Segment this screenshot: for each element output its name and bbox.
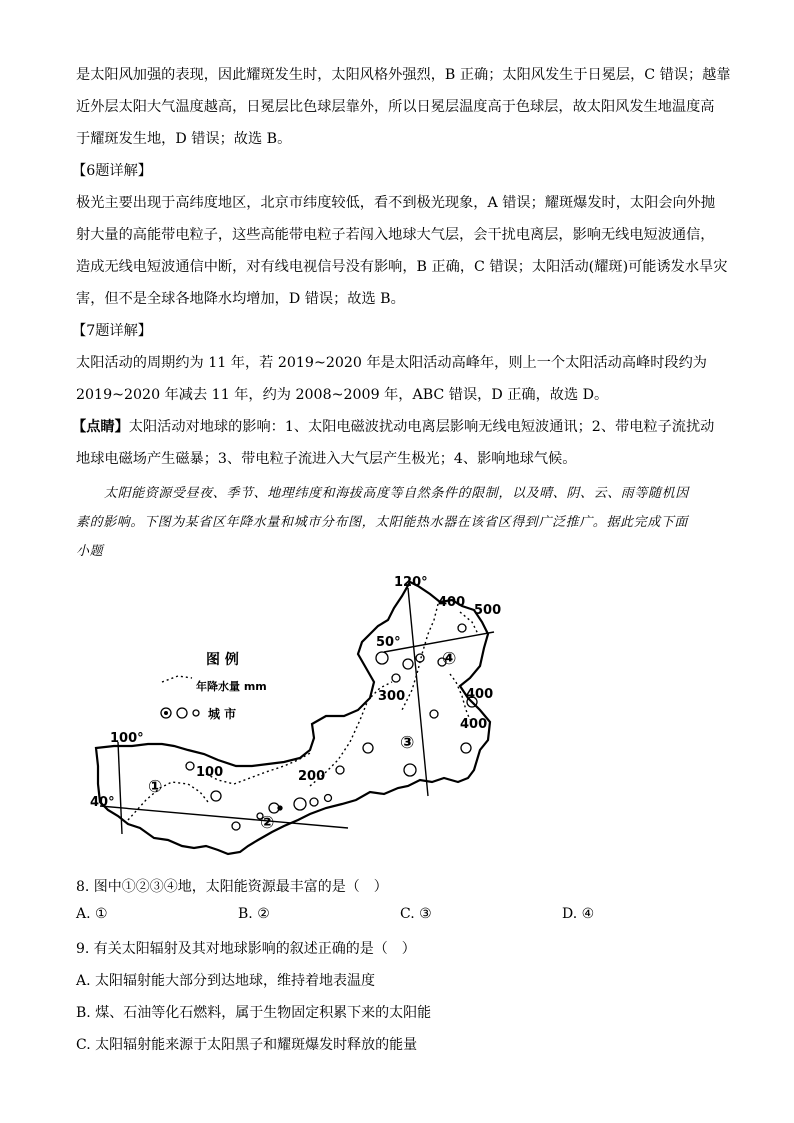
analysis-6-line-2: 射大量的高能带电粒子，这些高能带电粒子若闯入地球大气层，会干扰电离层，影响无线电短波通信， — [76, 227, 715, 243]
label-isohyet-200: 200 — [298, 769, 326, 784]
label-isohyet-300: 300 — [378, 689, 406, 704]
material-line-3: 小题 — [76, 544, 104, 559]
area-marker-1: ① — [148, 777, 163, 797]
key-point-text-1: 太阳活动对地球的影响：1、太阳电磁波扰动电离层影响无线电短波通讯；2、带电粒子流扰动 — [128, 419, 715, 435]
key-point-line-1 — [72, 416, 715, 436]
label-lon-100: 100° — [110, 731, 144, 746]
label-lat-50: 50° — [376, 635, 401, 650]
q7-explanation-heading: 【7题详解】 — [72, 323, 152, 339]
label-isohyet-100: 100 — [196, 765, 224, 780]
area-marker-2: ② — [260, 813, 275, 833]
analysis-6-line-1: 极光主要出现于高纬度地区，北京市纬度较低，看不到极光现象，A 错误；耀斑爆发时，太阳会向外抛 — [76, 195, 716, 211]
question-8-stem: 8. 图中①②③④地，太阳能资源最丰富的是（ ） — [76, 879, 388, 895]
question-9-option-a[interactable]: A. 太阳辐射能大部分到达地球，维持着地表温度 — [76, 973, 376, 989]
area-marker-4: ④ — [442, 649, 457, 669]
label-isohyet-400-north: 400 — [438, 595, 466, 610]
legend-city-label: 城 市 — [208, 707, 237, 721]
question-8-option-d[interactable]: D. ④ — [562, 906, 595, 922]
parallel-40 — [100, 806, 348, 828]
q6-explanation-heading: 【6题详解】 — [72, 163, 152, 179]
analysis-5-line-2: 近外层太阳大气温度越高，日冕层比色球层靠外，所以日冕层温度高于色球层，故太阳风发生地温度高 — [76, 99, 715, 115]
area-marker-3: ③ — [400, 733, 415, 753]
map-legend — [161, 651, 267, 721]
label-isohyet-400-south: 400 — [460, 717, 488, 732]
label-lon-120: 120° — [394, 575, 428, 590]
question-8-option-b[interactable]: B. ② — [238, 906, 270, 922]
material-line-1: 太阳能资源受昼夜、季节、地理纬度和海拔高度等自然条件的限制，以及晴、阴、云、雨等随机因 — [104, 486, 689, 501]
meridian-120 — [408, 588, 428, 796]
key-point-line-2: 地球电磁场产生磁暴；3、带电粒子流进入大气层产生极光；4、影响地球气候。 — [76, 451, 577, 467]
material-line-2: 素的影响。下图为某省区年降水量和城市分布图，太阳能热水器在该省区得到广泛推广。据此完成下面 — [76, 515, 689, 530]
label-isohyet-500: 500 — [474, 603, 502, 618]
label-isohyet-400-east: 400 — [466, 687, 494, 702]
analysis-5-line-1: 是太阳风加强的表现，因此耀斑发生时，太阳风格外强烈，B 正确；太阳风发生于日冕层，C 错误；越靠 — [76, 67, 731, 83]
question-9-option-b[interactable]: B. 煤、石油等化石燃料，属于生物固定积累下来的太阳能 — [76, 1005, 432, 1021]
isohyet-lines — [128, 604, 478, 820]
question-9-option-c[interactable]: C. 太阳辐射能来源于太阳黑子和耀斑爆发时释放的能量 — [76, 1037, 418, 1053]
precipitation-city-map — [88, 570, 508, 860]
meridian-100 — [118, 742, 122, 834]
question-8-option-a[interactable]: A. ① — [76, 906, 108, 922]
question-9-stem: 9. 有关太阳辐射及其对地球影响的叙述正确的是（ ） — [76, 941, 416, 957]
province-outline — [96, 582, 490, 854]
analysis-5-line-3: 于耀斑发生地，D 错误；故选 B。 — [76, 131, 292, 147]
key-point-heading: 【点睛】 — [72, 419, 129, 435]
analysis-6-line-3: 造成无线电短波通信中断，对有线电视信号没有影响，B 正确，C 错误；太阳活动(耀斑)可能诱发水旱灾 — [76, 259, 728, 275]
legend-title: 图 例 — [206, 652, 239, 668]
legend-isohyet-label: 年降水量 mm — [196, 680, 267, 693]
analysis-7-line-1: 太阳活动的周期约为 11 年，若 2019~2020 年是太阳活动高峰年，则上一个太阳活动高峰时段约为 — [76, 355, 707, 371]
analysis-6-line-4: 害，但不是全球各地降水均增加，D 错误；故选 B。 — [76, 291, 405, 307]
question-8-option-c[interactable]: C. ③ — [400, 906, 432, 922]
label-lat-40: 40° — [90, 795, 115, 810]
analysis-7-line-2: 2019~2020 年减去 11 年，约为 2008~2009 年，ABC 错误，D 正确，故选 D。 — [76, 387, 609, 403]
